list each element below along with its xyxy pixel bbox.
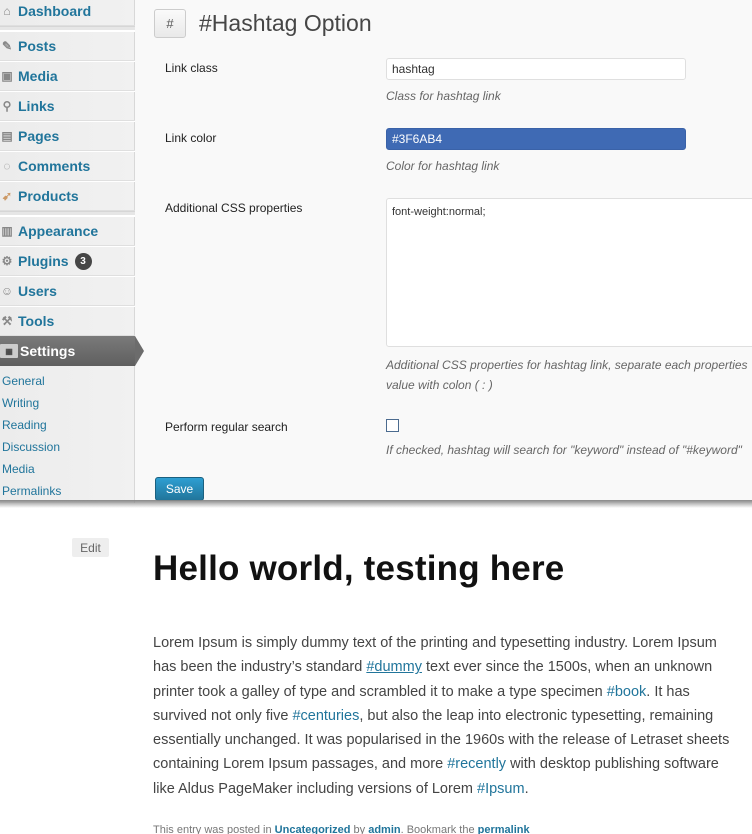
- sidebar-item-label: Posts: [18, 38, 57, 54]
- sidebar-item-label: Settings: [20, 343, 76, 359]
- sidebar-item-users[interactable]: [0, 276, 135, 306]
- sidebar-item-label: Plugins: [18, 253, 69, 269]
- sidebar-item-plugins[interactable]: [0, 246, 135, 276]
- plugins-update-badge: 3: [75, 253, 92, 270]
- post-line: [153, 752, 752, 776]
- text-run: printer took a galley of type and scrambled it to make a type specimen: [153, 683, 607, 700]
- text-run: has been the industry’s standard: [153, 659, 367, 676]
- submenu-item-permalinks[interactable]: Permalinks: [2, 484, 62, 498]
- section-divider: [0, 500, 752, 508]
- text-run: containing Lorem Ipsum passages, and more: [153, 756, 448, 773]
- text-run: with desktop publishing software: [506, 756, 719, 773]
- sidebar-item-tools[interactable]: [0, 306, 135, 336]
- submenu-item-reading[interactable]: Reading: [2, 418, 47, 432]
- text-run: by: [350, 824, 369, 834]
- submenu-item-discussion[interactable]: Discussion: [2, 440, 61, 454]
- author-link[interactable]: admin: [368, 824, 401, 834]
- permalink-link[interactable]: permalink: [477, 824, 530, 834]
- hashtag-link-recently[interactable]: #recently: [447, 756, 507, 773]
- text-run: . It has: [646, 683, 690, 700]
- post-line: [153, 655, 752, 679]
- post-line: [153, 704, 752, 728]
- post-line: [153, 680, 752, 704]
- post-title: Hello world, testing here: [153, 549, 565, 588]
- link-color-input[interactable]: [386, 128, 686, 150]
- pin-icon: ✎: [1, 39, 13, 53]
- css-properties-label: Additional CSS properties: [165, 201, 303, 215]
- css-properties-description: Additional CSS properties for hashtag link, separate each properties: [386, 358, 748, 372]
- sidebar-item-appearance[interactable]: [0, 216, 135, 246]
- text-run: survived not only five: [153, 707, 293, 724]
- post-line: [153, 777, 752, 801]
- hashtag-link-dummy[interactable]: #dummy: [366, 659, 422, 676]
- page-icon: ▤: [1, 129, 13, 143]
- text-run: text ever since the 1500s, when an unknown: [421, 659, 713, 676]
- category-link[interactable]: Uncategorized: [274, 824, 351, 834]
- css-properties-textarea[interactable]: [386, 198, 752, 347]
- hashtag-link-centuries[interactable]: #centuries: [292, 707, 360, 724]
- sidebar-item-pages[interactable]: [0, 121, 135, 151]
- submenu-item-media[interactable]: Media: [2, 462, 35, 476]
- sidebar-item-dashboard[interactable]: [0, 0, 135, 26]
- media-icon: ▣: [1, 69, 13, 83]
- sidebar-item-label: Products: [18, 188, 79, 204]
- hashtag-link-ipsum[interactable]: #Ipsum: [477, 780, 525, 797]
- hashtag-icon: #: [154, 9, 186, 38]
- submenu-item-general[interactable]: General: [2, 374, 45, 388]
- text-run: . Bookmark the: [400, 824, 478, 834]
- regular-search-description: If checked, hashtag will search for "keyword" instead of "#keyword": [386, 443, 742, 457]
- text-run: This entry was posted in: [153, 824, 275, 834]
- css-properties-description-2: value with colon ( : ): [386, 378, 493, 392]
- save-button[interactable]: Save: [155, 477, 204, 501]
- post-meta: [153, 824, 530, 834]
- sidebar-item-label: Comments: [18, 158, 91, 174]
- users-icon: ☺: [0, 284, 14, 298]
- sidebar-item-media[interactable]: [0, 61, 135, 91]
- link-class-input[interactable]: [386, 58, 686, 80]
- plugin-icon: ⚙: [1, 254, 13, 268]
- sidebar-item-label: Appearance: [18, 223, 99, 239]
- product-icon: ➹: [1, 189, 13, 203]
- regular-search-checkbox[interactable]: [386, 419, 399, 432]
- sidebar-item-label: Tools: [18, 313, 55, 329]
- regular-search-label: Perform regular search: [165, 420, 288, 434]
- edit-post-button[interactable]: Edit: [72, 538, 109, 557]
- link-class-description: Class for hashtag link: [386, 89, 501, 103]
- link-icon: ⚲: [2, 99, 12, 113]
- dashboard-icon: ⌂: [3, 4, 11, 18]
- post-content: [153, 631, 752, 801]
- settings-icon: ▦: [0, 344, 18, 358]
- comment-icon: ◌: [3, 159, 11, 173]
- link-class-label: Link class: [165, 61, 218, 75]
- page-title: #Hashtag Option: [199, 10, 372, 36]
- text-run: like Aldus PageMaker including versions of Lorem: [153, 780, 477, 797]
- text-run: .: [524, 780, 529, 797]
- appearance-icon: ▥: [1, 224, 13, 238]
- post-line: essentially unchanged. It was popularised in the 1960s with the release of Letraset sheets: [153, 732, 730, 749]
- sidebar-item-posts[interactable]: [0, 31, 135, 61]
- sidebar-item-settings[interactable]: [0, 336, 135, 366]
- link-color-description: Color for hashtag link: [386, 159, 500, 173]
- text-run: , but also the leap into electronic typesetting, remaining: [359, 707, 714, 724]
- sidebar-item-label: Dashboard: [18, 3, 92, 19]
- post-line: Lorem Ipsum is simply dummy text of the printing and typesetting industry. Lorem Ipsum: [153, 635, 717, 651]
- sidebar-item-label: Links: [18, 98, 55, 114]
- sidebar-item-products[interactable]: [0, 181, 135, 211]
- sidebar-item-comments[interactable]: [0, 151, 135, 181]
- link-color-label: Link color: [165, 131, 217, 145]
- tools-icon: ⚒: [1, 314, 13, 328]
- hashtag-link-book[interactable]: #book: [606, 683, 647, 700]
- submenu-item-writing[interactable]: Writing: [2, 396, 40, 410]
- sidebar-item-links[interactable]: [0, 91, 135, 121]
- sidebar-item-label: Pages: [18, 128, 60, 144]
- sidebar-item-label: Media: [18, 68, 58, 84]
- sidebar-item-label: Users: [18, 283, 57, 299]
- admin-sidebar: [0, 0, 135, 503]
